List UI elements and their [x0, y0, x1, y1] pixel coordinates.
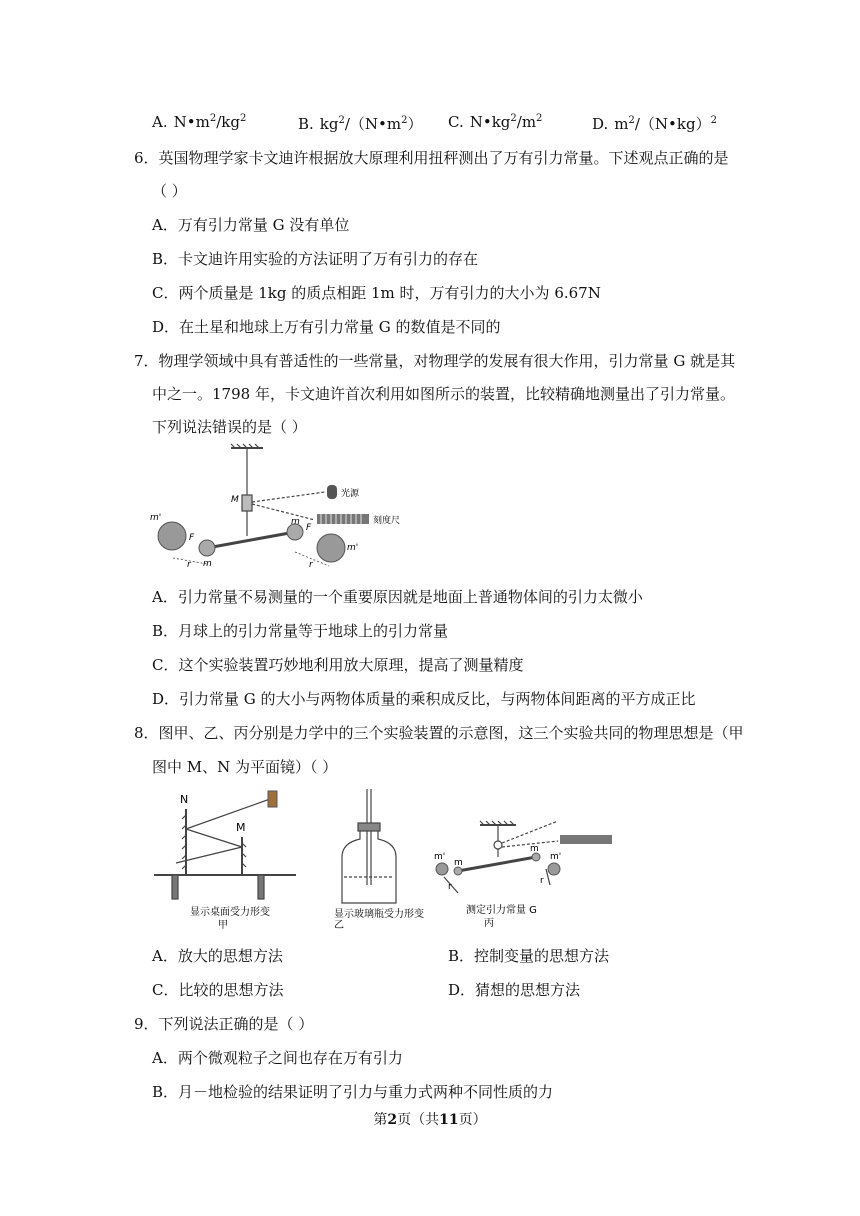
q7-label-M: M — [231, 495, 239, 505]
page-number: 2 — [387, 1112, 398, 1128]
q8-option-d: D．猜想的思想方法 — [448, 981, 581, 999]
q8-yi-caption: 显示玻璃瓶受力形变 — [334, 909, 424, 920]
q7-label-mprime-right: m' — [347, 543, 359, 553]
q8-option-c: C．比较的思想方法 — [152, 981, 284, 999]
q8-option-a: A．放大的思想方法 — [152, 947, 283, 965]
q7-label-r-right: r — [309, 560, 313, 570]
q5-option-d: D. $m^2/(N•kg)^2$ — [592, 115, 717, 133]
q9-option-b: B．月－地检验的结果证明了引力与重力式两种不同性质的力 — [152, 1083, 554, 1101]
q8-figure-jia — [150, 785, 300, 935]
q8-jia-label-N: N — [180, 793, 189, 806]
page-footer: 第2页（共11页） — [373, 1112, 487, 1128]
q7-option-b: B．月球上的引力常量等于地球上的引力常量 — [152, 622, 449, 640]
q6-option-c: C．两个质量是 1kg 的质点相距 1m 时，万有引力的大小为 6.67N — [152, 284, 601, 302]
q8-stem-line1: 8．图甲、乙、丙分别是力学中的三个实验装置的示意图，这三个实验共同的物理思想是（甲 — [134, 724, 744, 742]
q8-yi-sub: 乙 — [334, 920, 344, 931]
q6-option-d: D．在土星和地球上万有引力常量 G 的数值是不同的 — [152, 318, 501, 336]
q8-bing-r1: r — [448, 882, 452, 892]
q7-stem-line3: 下列说法错误的是（ ） — [152, 418, 307, 436]
q8-bing-m3: m — [530, 844, 539, 854]
q8-bing-m1: m' — [434, 852, 446, 862]
q6-stem: 6．英国物理学家卡文迪许根据放大原理利用扭秤测出了万有引力常量。下述观点正确的是 — [134, 149, 729, 167]
q7-option-d: D．引力常量 G 的大小与两物体质量的乘积成反比，与两物体间距离的平方成正比 — [152, 690, 696, 708]
q7-label-r-left: r — [187, 560, 191, 570]
page-total: 11 — [439, 1112, 459, 1128]
q7-stem-line2: 中之一。1798 年，卡文迪许首次利用如图所示的装置，比较精确地测量出了引力常量。 — [152, 385, 735, 403]
q8-jia-caption: 显示桌面受力形变 — [190, 907, 270, 918]
q7-label-F-right: F — [306, 523, 312, 533]
q6-option-a: A．万有引力常量 G 没有单位 — [152, 216, 350, 234]
q7-option-a: A．引力常量不易测量的一个重要原因就是地面上普通物体间的引力太微小 — [152, 588, 643, 606]
q7-label-m-right: m — [291, 517, 300, 527]
q6-paren: （ ） — [152, 182, 187, 200]
q5-option-b: B. $kg^2/(N•m^2)$ — [298, 115, 423, 133]
q7-label-light: 光源 — [341, 489, 360, 499]
q7-label-m-left: m — [203, 559, 212, 569]
q7-label-mprime-left: m' — [150, 513, 162, 523]
q8-bing-m2: m — [454, 858, 463, 868]
q7-label-F-left: F — [189, 533, 195, 543]
q8-figure-bing — [432, 785, 622, 935]
q8-bing-m4: m' — [550, 852, 562, 862]
q5-option-a: A. $N•m^2/kg^2$ — [152, 113, 247, 131]
q8-bing-sub: 丙 — [484, 918, 494, 929]
q8-stem-line2: 图中 M、N 为平面镜）（ ） — [152, 758, 338, 776]
q8-jia-sub: 甲 — [218, 920, 228, 931]
q5-option-c: C. $N•kg^2/m^2$ — [448, 113, 543, 131]
q6-option-b: B．卡文迪许用实验的方法证明了万有引力的存在 — [152, 250, 479, 268]
q9-stem: 9．下列说法正确的是（ ） — [134, 1015, 314, 1033]
q8-option-b: B．控制变量的思想方法 — [448, 947, 610, 965]
q8-jia-label-M: M — [236, 821, 246, 834]
q8-bing-r2: r — [540, 876, 544, 886]
q7-torsion-balance-figure — [145, 440, 405, 570]
q8-figure-yi — [332, 785, 442, 935]
q8-bing-caption: 测定引力常量 G — [466, 905, 537, 916]
q7-stem-line1: 7．物理学领域中具有普适性的一些常量，对物理学的发展有很大作用，引力常量 G 就是其 — [134, 352, 736, 370]
q7-option-c: C．这个实验装置巧妙地利用放大原理，提高了测量精度 — [152, 656, 524, 674]
q7-label-ruler: 刻度尺 — [373, 516, 401, 526]
q9-option-a: A．两个微观粒子之间也存在万有引力 — [152, 1049, 403, 1067]
